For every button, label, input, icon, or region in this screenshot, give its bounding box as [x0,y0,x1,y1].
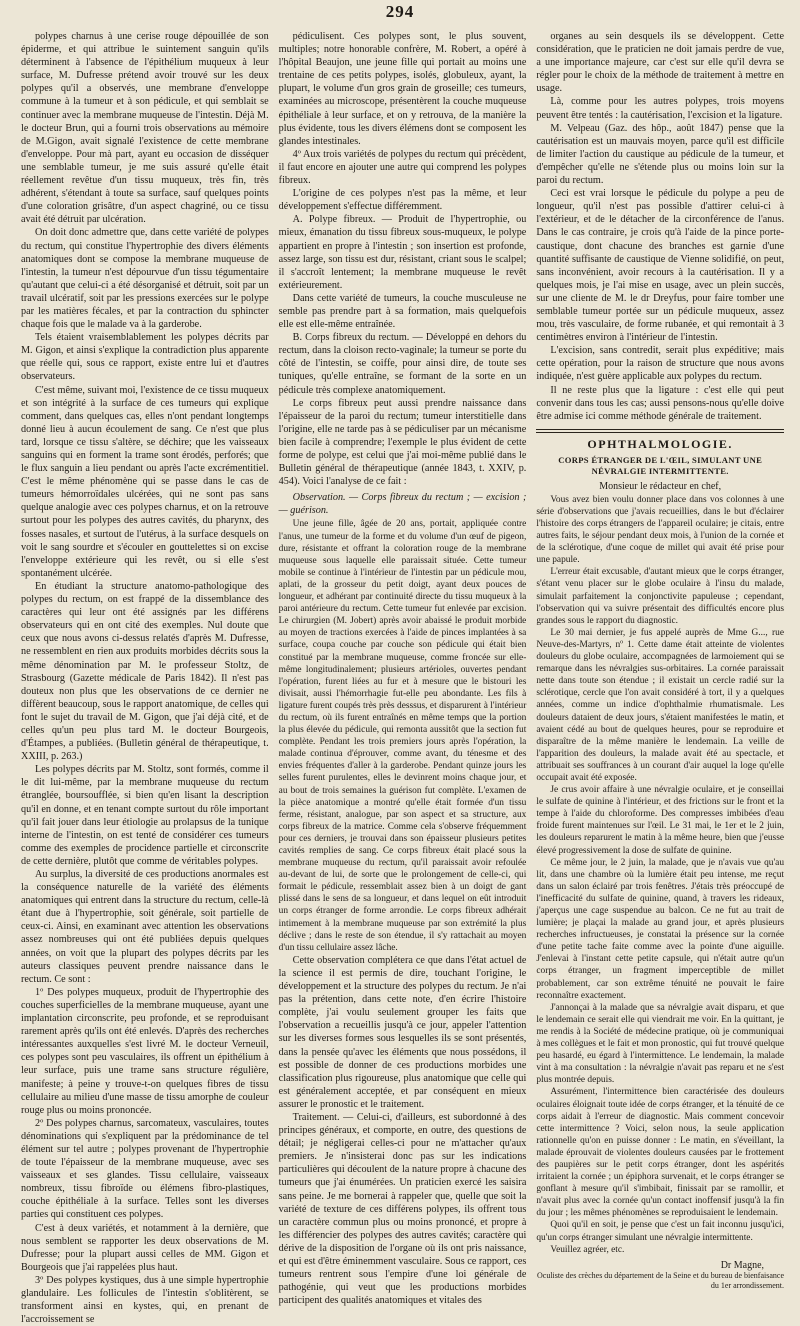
section-divider [536,429,784,433]
paragraph: M. Velpeau (Gaz. des hôp., août 1847) pense que la cautérisation est un mauvais moyen, parce qu'il est difficile de limiter l'action du caustique au pédicule de la tumeur, et d'empêcher qu'elle ne s'étende plus ou moins loin sur la paroi du rectum. [536,122,785,187]
signature-note: Oculiste des crèches du département de la Seine et du bureau de bienfaisance du 1er arrondissement. [537,1270,785,1290]
letter-paragraph: Le 30 mai dernier, je fus appelé auprès de Mme G..., rue Neuve-des-Martyrs, nº 1. Cette dame était atteinte de violentes douleurs du globe oculaire, accompagnées de larmoiement qui se remarque dans les névralgies sus-orbitaires. La cornée paraissait nette dans toute son étendue ; il existait un cercle radié sur la sclérotique, cercle que l'on avait considéré à tort, il y a quelques années, comme un indice d'ophthalmie rhumatismale. Les douleurs dataient de deux jours, s'étaient manifestées le matin, et avaient cédé au bout de quelques heures, pour se reproduire et disparaître de la même manière le lendemain. La veille de l'apparition des douleurs, la malade avait été au spectacle, et attribuait ses souffrances à un courant d'air auquel la loge qu'elle occupait avait été exposée. [536,627,785,783]
letter-paragraph: Je crus avoir affaire à une névralgie oculaire, et je conseillai le sulfate de quinine à l'intérieur, et des frictions sur le front et la tempe à l'aide du chloroforme. Des compresses imbibées d'eau froide furent maintenues sur l'œil. Le 31 mai, le 1er et le 2 juin, les douleurs reparurent le matin à la même heure, bien que j'eusse élevé progressivement la dose de sulfate de quinine. [536,785,785,856]
paragraph: Cette observation complétera ce que dans l'état actuel de la science il est permis de dire, touchant l'origine, le développement et la structure des polypes du rectum. Je n'ai pas la prétention, dans cette note, d'en écrire l'histoire complète, j'ai voulu seulement grouper les faits que l'observation a recueillis jusqu'à ce jour, appeler l'attention sur les diverses formes sous lesquelles ils se sont présentés, dans la pensée qu'avec les éléments que nous possédons, il est possible de donner de ces productions morbides une classification plus rigoureuse, plus anatomique que celle qui est généralement acceptée, et par conséquent en mieux assurer le pronostic et le traitement. [278,954,527,1110]
column-1 [21,30,269,1326]
paragraph: Il ne reste plus que la ligature : c'est elle qui peut convenir dans tous les cas; aussi pensons-nous qu'elle doive être admise ici comme méthode générale de traitement. [536,384,785,422]
letter-paragraph: Quoi qu'il en soit, je pense que c'est un fait inconnu jusqu'ici, qu'un corps étranger simulant une névralgie intermittente. [536,1220,785,1243]
observation-text: Une jeune fille, âgée de 20 ans, portait, appliquée contre l'anus, une tumeur de la forme et du volume d'un œuf de pigeon, dure, résistante et offrant la coloration rouge de la membrane muqueuse sous laquelle elle paraissait située. Cette tumeur mobile se continue à l'intérieur de l'intestin par un pédicule mou, aplati, de la grosseur du petit doigt, ayant deux pouces de longueur, et adhérant par continuité directe du tissu muqueux à la paroi antérieure du rectum. Cette tumeur fut enlevée par excision. Le chirurgien (M. Jobert) après avoir abaissé le produit morbide au moyen de tractions exercées à l'aide de pinces implantées à sa surface, coupa couche par couche son pédicule qui était bien constitué par la membrane muqueuse, comme froncée sur elle-même longitudinalement; plusieurs artérioles, ouvertes pendant l'opération, furent liées au fur et à mesure que le bistouri les divisait, aussi l'hémorrhagie fut-elle peu abondante. Les fils à ligature furent coupés très près desssus, et disparurent à l'intérieur du rectum, où ils furent entraînés en même temps que la portion la plus élevée du pédicule, qui remonta aussitôt que la section fut complète. Pendant les trois premiers jours après l'opération, la malade continua d'éprouver, comme avant, du ténesme et des envies fréquentes d'aller à la garderobe. Pendant quinze jours les selles furent purulentes, elles le devinrent moins chaque jour, et au bout de trois semaines la guérison fut complète. L'examen de la pièce anatomique a montré qu'elle était formée d'un tissu ferme, résistant, analogue, par son aspect et sa structure, aux corps fibreux de la matrice. Comme cela s'observe fréquemment pour ces derniers, je trouvai dans son épaisseur plusieurs petites cavités remplies de sang. Ce corps fibreux était placé sous la membrane muqueuse du rectum, qu'il paraissait avoir refoulée au-devant de lui, de sorte que le prolongement de celle-ci, qui formait le pédicule, ressemblait assez bien à un doigt de gant plissé dans le sens de sa longueur, et dans lequel on eût introduit un corps étranger de forme arrondie. Le corps fibreux adhérait intimement à la membrane muqueuse par son extrémité la plus déclive ; dans le reste de son étendue, il s'y rattachait au moyen d'un tissu cellulaire assez lâche. [278,519,527,953]
paragraph: polypes charnus à une cerise rouge dépouillée de son épiderme, et qui attribue le suintement sanguin qu'ils déterminent à l'absence de l'épithélium muqueux à leur surface, M. Dufresse prétend avoir trouvé sur les deux polypes qu'il a observés, une membrane d'enveloppe commune à la tumeur et à son pédicule, et qui semblait se continuer avec la membrane muqueuse de l'intestin. Déjà M. le docteur Brun, qui a fourni trois observations au mémoire de M.Gigon, avait signalé l'existence de cette membrane d'enveloppe. Pour mà part, ayant eu occasion de disséquer une semblable tumeur, je me suis assuré qu'elle était réellement revêtue d'un tissu muqueux, très fin, très adhérent, s'étendant à toute sa surface, sauf quelques points d'une coloration grisâtre, d'un aspect chagriné, ou ce tissu avait été détruit par ulcération. [21,31,269,226]
letter-body [536,494,784,1256]
salutation: Monsieur le rédacteur en chef, [599,480,722,492]
paragraph: Traitement. — Celui-ci, d'ailleurs, est subordonné à des principes généraux, et comporte, en outre, des questions de détail; je négligerai celles-ci pour ne m'attacher qu'aux premiers. Je n'insisterai donc pas sur les indications particulières qui découlent de la nature propre à chacune des tumeurs que j'ai énumérées. Un praticien exercé les saisira sans peine. Je me bornerai à rappeler que, quelle que soit la variété de texture de ces différens polypes, ils offrent tous un caractère commun plus ou moins prononcé, et propre à les différencier des polypes des autres cavités; caractère qui dérive de la disposition de l'organe où ils ont pris naissance, et qui est d'être éminemment vasculaire. Sous ce rapport, ces tumeurs rentrent sous l'empire d'une loi générale de pathogénie, qui veut que les productions morbides participent des qualités anatomiques et vitales des [278,1111,527,1307]
letter-paragraph: J'annonçai à la malade que sa névralgie avait disparu, et que le lendemain ce serait elle qui viendrait me voir. En la quittant, je me rendis à la Société de médecine pratique, où je communiquai à mes collègues et le fait et mon pronostic, qui fut trouvé quelque peu hasardé, eu égard à l'intermittence. Le lendemain, la malade vint à ma consultation : la névralgie n'avait pas reparu et ne s'est plus montrée depuis. [536,1002,785,1086]
paragraph: Les polypes décrits par M. Stoltz, sont formés, comme il le dit lui-même, par la membrane muqueuse du rectum étranglée, boursoufflée, si bien qu'en lisant la description qu'il en donne, et en tenant compte surtout du rôle important qu'il fait jouer dans leur étiologie au prolapsus de la tunique interne de l'intestin, on est tenté de considérer ces tumeurs comme des exemples de procidence partielle et circonscrite de cette dernière, plutôt que comme de véritables polypes. [21,764,269,867]
paragraph: L'excision, sans contredit, serait plus expéditive; mais cette opération, pour la raison de structure que nous avons indiquée, n'est guère applicable aux polypes du rectum. [536,345,785,383]
letter-paragraph: Ce même jour, le 2 juin, la malade, que je n'avais vue qu'au lit, dans une chambre où la lumière était peu intense, me reçut dans un salon éclairé par trois fenêtres. J'étais très préoccupé de l'inefficacité du sulfate de quinine, quand, à travers les rideaux, j'aperçus une cage suspendue au balcon. Ce ne fut au trait de lumière; je plaçai la malade au grand jour, et après plusieurs recherches infructueuses, je constatai la présence sur la cornée d'une petite tache faite comme avec la pointe d'une aiguille. J'enlevai à l'instant cette petite capsule, qui n'était autre qu'un corps étranger, un fragment imperceptible de millet probablement, car son extrême ténuité ne pouvait le faire reconnaître exactement. [536,857,785,1001]
section-title: OPHTHALMOLOGIE. [587,436,733,451]
paragraph: En étudiant la structure anatomo-pathologique des polypes du rectum, on est frappé de la dissemblance des caractères qui leur ont été assignés par les différens observateurs qui en ont cité des exemples. Nul doute que ceux que nous avons ci-dessus relatés d'après M. Dufresse, ne ressemblent en rien aux produits morbides décrits sous la même dénomination par M. le professeur Stoltz, de Strasbourg (Gazette médicale de Paris 1842). Il n'est pas douteux non plus que les observations de ce dernier ne diffèrent beaucoup, sous le rapport anatomique, de celles qui font le sujet du travail de M. Gigon, que j'ai déjà cité, et de celles qu'un peu plus tard M. le docteur Bourgeois, d'Étampes, a publiées. (Bulletin général de thérapeutique, t. XXIII, p. 263.) [21,580,269,763]
column-3 [536,30,785,1290]
paragraph: Au surplus, la diversité de ces productions anormales est la conséquence naturelle de la variété des éléments anatomiques qui entrent dans la structure du rectum, celle-là étant due à l'hypertrophie, soit générale, soit partielle de ceux-ci. Ainsi, en examinant avec attention les observations assez nombreuses qui ont été publiées depuis quelques années, on voit que la plupart des polypes décrits par les auteurs classiques peuvent prendre naissance dans le rectum. Ce sont : [21,869,269,985]
page-number: 294 [385,2,415,21]
paragraph: Tels étaient vraisemblablement les polypes décrits par M. Gigon, et ainsi s'explique la contradiction plus apparente que réelle qui, sous ce rapport, existe entre lui et d'autres observateurs. [21,332,269,383]
letter-paragraph: Assurément, l'intermittence bien caractérisée des douleurs oculaires éloignait toute idée de corps étranger, et la ténuité de ce corps aidait à l'erreur de diagnostic. Mais comment concevoir cette intermittence ? Voici, selon nous, la seule application rationnelle qu'on en puisse donner : Le matin, en s'éveillant, la malade éprouvait de violentes douleurs causées par le frottement des paupières sur le petit corps étranger, dont les aspérités irritaient la cornée ; un épiphora survenait, et le corps étranger se gonflant à mesure qu'il s'imbibait, finissait par se ramollir, et n'avait plus avec la cornée qu'un contact inoffensif jusqu'à la fin du jour ; les mêmes phénomènes se reproduisaient le lendemain. [536,1087,785,1219]
letter-paragraph: L'erreur était excusable, d'autant mieux que le corps étranger, s'étant venu placer sur le globe oculaire à l'insu du malade, simulait parfaitement la conjonctivite papuleuse ; cependant, l'observation qui va suivre présentait des difficultés encore plus grandes sous le rapport du diagnostic. [536,567,785,626]
paragraph: Ceci est vrai lorsque le pédicule du polype a peu de longueur, qu'il n'est pas possible d'attirer celui-ci à l'extérieur, et de le détacher de la circonférence de l'anus. Dans le cas contraire, je crois qu'à l'aide de la pince porte-caustique, dont chacune des branches est garnie d'une quantité suffisante de caustique de Vienne solidifié, on peut, sans inconvénient, avoir recours à la cautérisation. Il y a quelques mois, je l'ai mise en usage, avec un plein succès, sur une cliente de M. le dr Dreyfus, pour faire tomber une semblable tumeur portée sur un pédicule muqueux, assez mou, très vasculaire, de forme rubanée, et qui remontait à 3 centimètres environ à l'intérieur de l'intestin. [536,188,785,344]
paragraph: 2º Des polypes charnus, sarcomateux, vasculaires, toutes dénominations qui s'expliquent par la prédominance de tel élément sur tel autre ; polypes provenant de l'hypertrophie de toute l'épaisseur de la membrane muqueuse, avec ses vaisseaux et ses glandes. Tissu cellulaire, vaisseaux nombreux, tissu fibroïde ou élémens fibro-plastiques, couche épithéliale à la surface. Telles sont les diverses parties qui constituent ces polypes. [21,1117,269,1221]
paragraph: pédiculisent. Ces polypes sont, le plus souvent, multiples; notre honorable confrère, M. Robert, a opéré à l'hôpital Beaujon, une jeune fille qui portait au moins une trentaine de ces petits polypes, isolés, globuleux, ayant, la plupart, le volume d'un gros grain de groseille; ces tumeurs, examinées au microscope, présentèrent la couche muqueuse épithéliale à leur surface, et on y retrouva, de la manière la plus évidente, tous les divers élémens dont se composent les glandes intestinales. [278,31,527,147]
column-2 [278,30,527,1307]
paragraph: L'origine de ces polypes n'est pas la même, et leur développement s'effectue différemment. [278,188,527,213]
paragraph: C'est à deux variétés, et notamment à la dernière, que nous semblent se rapporter les deux observations de M. Dufresse; pour la plupart aussi celles de MM. Gigon et Bourgeois que j'ai rappelées plus haut. [21,1222,269,1273]
paragraph: 1º Des polypes muqueux, produit de l'hypertrophie des couches superficielles de la membrane muqueuse, ayant une implantation circonscrite, peu profonde, et se reproduisant rarement après qu'ils ont été enlevés. D'après des recherches intéressantes auxquelles s'est livré M. le docteur Verneuil, ces polypes sont peu vasculaires, ils offrent un épithélium à leur surface, puis une trame sans structure régulière, manifeste; à peine y trouve-t-on quelques fibres de tissu cellulaire au milieu d'une masse de tissu amorphe de couleur rouge plus ou moins prononcée. [21,986,269,1116]
paragraph: organes au sein desquels ils se développent. Cette considération, que le praticien ne doit jamais perdre de vue, a une importance majeure, car c'est sur elle qu'il devra se régler pour le choix de la méthode de traitement à mettre en usage. [536,31,785,95]
observation-title: Observation. — Corps fibreux du rectum ; — excision ; — guérison. [278,492,527,517]
paragraph: 3º Des polypes kystiques, dus à une simple hypertrophie glandulaire. Les follicules de l'intestin s'oblitèrent, se transforment ainsi en kystes, qui, en prenant de l'accroissement se [21,1274,269,1326]
paragraph: A. Polype fibreux. — Produit de l'hypertrophie, ou mieux, émanation du tissu fibreux sous-muqueux, le polype appartient en propre à l'intestin ; son insertion est profonde, assez large, son tissu est dur, résistant, criant sous le scalpel; il s'accroît lentement; la membrane muqueuse le revêt extérieurement. [278,214,527,291]
paragraph: Dans cette variété de tumeurs, la couche musculeuse ne semble pas prendre part à sa formation, mais quelquefois elle est elle-même entraînée. [278,292,527,331]
letter-paragraph: Veuillez agréer, etc. [550,1244,625,1255]
article-title: CORPS ÉTRANGER DE L'ŒIL, SIMULANT UNE NÉVRALGIE INTERMITTENTE. [558,454,763,476]
paragraph: B. Corps fibreux du rectum. — Développé en dehors du rectum, dans la cloison recto-vaginale; la tumeur se porte du côté de l'intestin, se coiffe, pour ainsi dire, de toute ses tuniques, qu'elle entraîne, se formant de la sorte en un pédicule très complexe anatomiquement. [278,332,527,396]
paragraph: On doit donc admettre que, dans cette variété de polypes du rectum, qui constitue l'hypertrophie des divers éléments anatomiques dont se compose la membrane muqueuse de l'intestin, la tumeur n'est dépourvue d'un tissu tégumentaire qu'autant que celui-ci a été désorganisé et détruit, soit par un travail ulcératif, soit par les pressions exercées sur le polype par les matières fécales, et par la contraction du sphincter chaque fois que le malade va à la garderobe. [21,227,269,331]
paragraph: 4º Aux trois variétés de polypes du rectum qui précèdent, il faut encore en ajouter une autre qui comprend les polypes fibreux. [278,148,527,187]
text-columns [21,30,785,1326]
observation-block [279,518,527,953]
paragraph: C'est même, suivant moi, l'existence de ce tissu muqueux et son intégrité à la surface de ces tumeurs qui explique comment, dans quelques cas, elles n'ont pendant longtemps donné lieu à aucun écoulement de sang. Ce n'est que plus tard, lorsque ce tissu s'altère, se déchire; que les vaisseaux sanguins qui en forment la trame sont érodés, perforés; que le flux sanguin a lieu pendant ou après l'acte excrémentitiel. C'est le même phénomène qui se passe dans le cas de tumeurs hémorroïdales ulcérées, qui ne sont pas sans quelque analogie avec ces polypes charnus, et on la retrouve surtout pour les polypes des autres cavités, du pharynx, des fosses nasales, et surtout de l'utérus, à la surface desquels on voit le sang sourdre et s'écouler en gouttelettes si on excise l'enveloppe extérieure qui les revêt, ou si elle s'est spontanément ulcérée. [21,384,269,579]
paragraph: Là, comme pour les autres polypes, trois moyens peuvent être tentés : la cautérisation, l'excision et la ligature. [536,96,785,121]
letter-paragraph: Vous avez bien voulu donner place dans vos colonnes à une série d'observations que j'avais recueillies, dans le but d'éclairer l'histoire des corps étrangers de l'appareil oculaire; je citais, entre autres faits, le séjour pendant deux mois, à l'union de la cornée et de la sclérotique, d'une coque de millet qui avait été prise pour une papule. [536,494,785,566]
signature: Dr Magne, [720,1259,765,1271]
paragraph: Le corps fibreux peut aussi prendre naissance dans l'épaisseur de la paroi du rectum; tumeur interstitielle dans l'origine, elle ne tarde pas à se pédiculiser par un mécanisme bien facile à comprendre; l'exemple le plus évident de cette forme de polype, est celui que j'ai moi-même publié dans le Bulletin général de thérapeutique (année 1843, t. XXIV, p. 454). Voici l'analyse de ce fait : [278,397,527,488]
